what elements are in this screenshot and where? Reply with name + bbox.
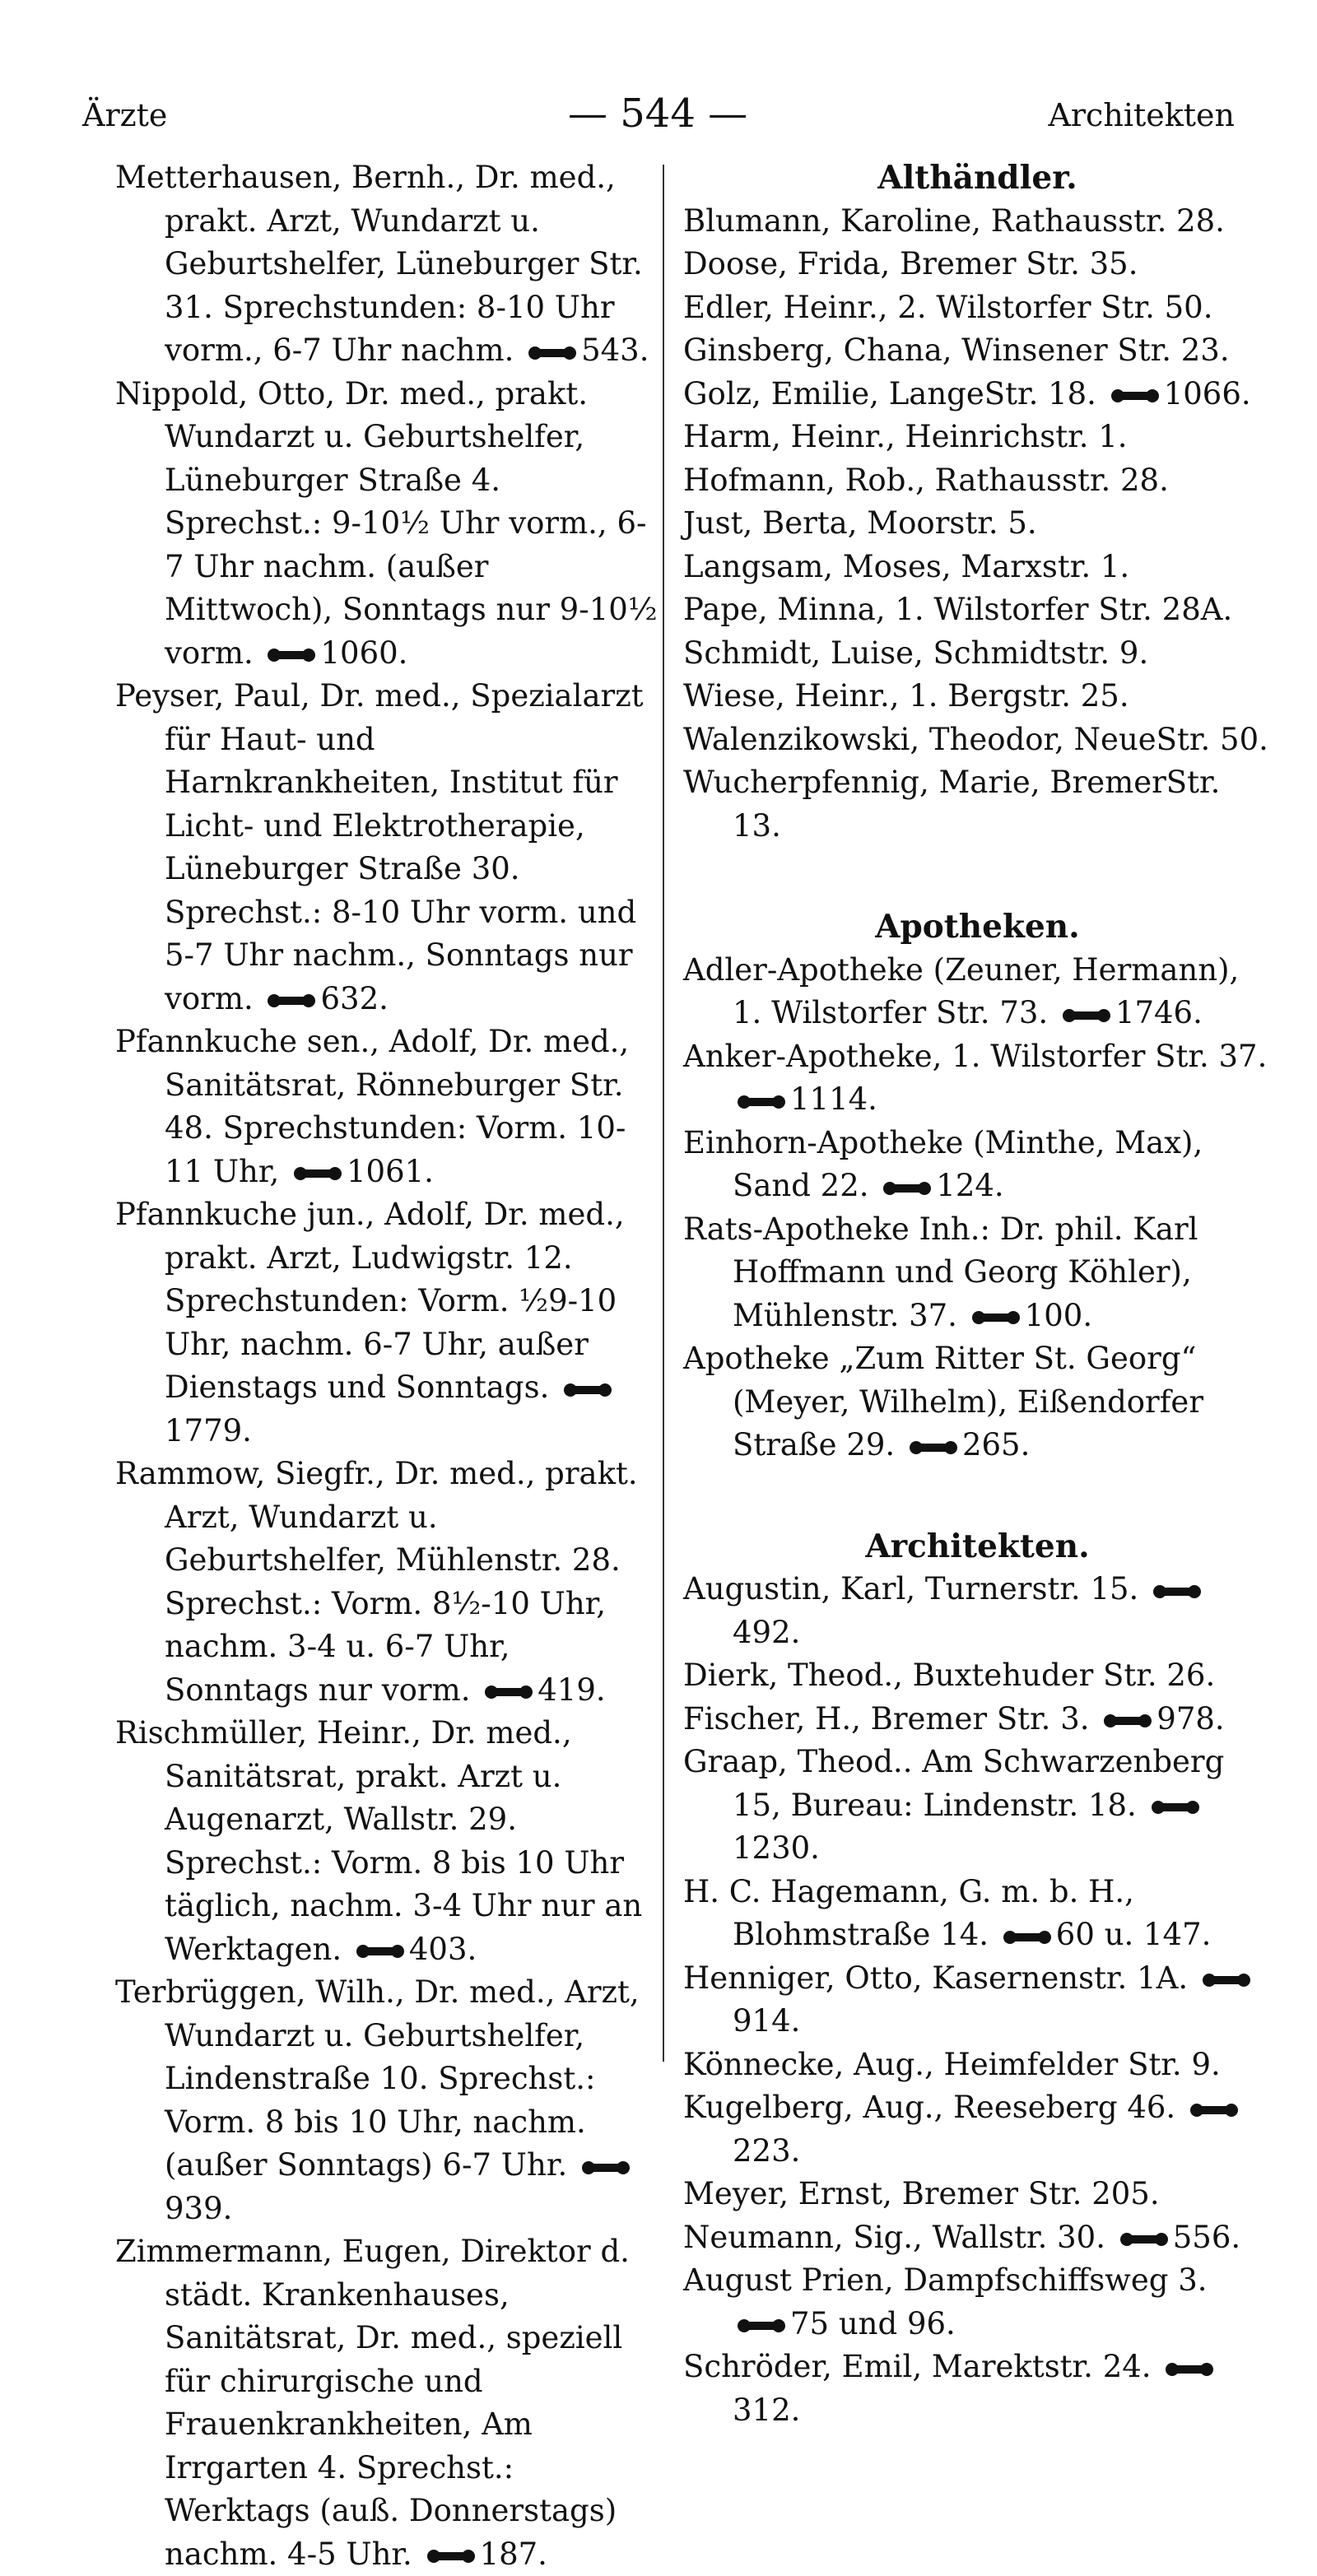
entry-text: Hofmann, Rob., Rathausstr. 28. <box>683 462 1169 498</box>
section-title: Apotheken. <box>875 908 1080 946</box>
entry-text: Adler-Apotheke (Zeuner, Hermann), 1. Wilstorfer Str. 73. <box>683 951 1240 1030</box>
telephone-icon <box>1111 388 1159 404</box>
directory-entry <box>683 761 1272 848</box>
entry-text: Rischmüller, Heinr., Dr. med., Sanitätsrat, prakt. Arzt u. Augenarzt, Wallstr. 29. Sprechst.: Vorm. 8 bis 10 Uhr täglich, nachm. 3-4 Uhr nur an Werktagen. <box>115 1715 643 1967</box>
entry-text: Edler, Heinr., 2. Wilstorfer Str. 50. <box>683 289 1213 325</box>
telephone-icon <box>1063 1007 1110 1024</box>
phone-number: 1061. <box>347 1153 434 1189</box>
entry-text: Golz, Emilie, LangeStr. 18. <box>683 375 1096 412</box>
phone-number: 492. <box>733 1614 801 1650</box>
entry-text: Schröder, Emil, Marektstr. 24. <box>683 2349 1152 2384</box>
entry-text: Nippold, Otto, Dr. med., prakt. Wundarzt u. Geburtshelfer, Lüneburger Straße 4. Sprechst.: 9-10½ Uhr vorm., 6-7 Uhr nachm. (außer Mittwoch), Sonntags nur 9-10½ vorm. <box>115 375 658 671</box>
telephone-icon <box>528 345 576 361</box>
entry-text: Doose, Frida, Bremer Str. 35. <box>683 246 1138 281</box>
directory-entry <box>683 373 1272 416</box>
phone-number: 1060. <box>320 635 408 671</box>
directory-entry <box>683 675 1272 718</box>
running-head-right: Architekten <box>1048 97 1235 133</box>
directory-entry <box>683 2173 1272 2216</box>
telephone-icon <box>268 993 315 1009</box>
directory-entry <box>683 2086 1272 2173</box>
entry-text: Langsam, Moses, Marxstr. 1. <box>683 548 1130 584</box>
entry-text: Meyer, Ernst, Bremer Str. 205. <box>683 2176 1160 2211</box>
directory-entry <box>115 1021 658 1193</box>
running-head-left: Ärzte <box>82 97 168 133</box>
telephone-icon <box>910 1439 957 1456</box>
telephone-icon <box>738 2318 785 2334</box>
telephone-icon <box>1152 1799 1199 1816</box>
telephone-icon <box>1190 2102 1238 2118</box>
entry-text: Fischer, H., Bremer Str. 3. <box>683 1700 1090 1737</box>
phone-number: 187. <box>479 2536 547 2572</box>
directory-entry <box>683 416 1272 459</box>
entry-text: Anker-Apotheke, 1. Wilstorfer Str. 37. <box>683 1038 1268 1074</box>
entry-text: Henniger, Otto, Kasernenstr. 1A. <box>683 1960 1189 1996</box>
entry-text: Pfannkuche sen., Adolf, Dr. med., Sanitätsrat, Rönneburger Str. 48. Sprechstunden: Vorm. 10-11 Uhr, <box>115 1024 630 1189</box>
entry-text: Just, Berta, Moorstr. 5. <box>683 505 1037 541</box>
entry-text: Metterhausen, Bernh., Dr. med., prakt. Arzt, Wundarzt u. Geburtshelfer, Lüneburger Str. 31. Sprechstunden: 8-10 Uhr vorm., 6-7 Uhr nachm. <box>115 160 643 368</box>
entry-text: Schmidt, Luise, Schmidtstr. 9. <box>683 635 1149 671</box>
telephone-icon <box>1003 1929 1051 1946</box>
telephone-icon <box>268 647 315 663</box>
directory-entry <box>683 2044 1272 2087</box>
phone-number: 124. <box>936 1168 1004 1203</box>
telephone-icon <box>564 1382 612 1398</box>
phone-number: 75 und 96. <box>790 2305 956 2341</box>
left-column <box>115 156 658 2576</box>
directory-entry <box>115 1712 658 1971</box>
phone-number: 265. <box>961 1427 1031 1462</box>
directory-entry <box>683 1122 1272 1208</box>
directory-entry <box>683 1568 1272 1654</box>
telephone-icon <box>1104 1713 1152 1729</box>
directory-entry <box>683 243 1272 286</box>
directory-entry <box>683 1208 1272 1338</box>
phone-number: 543. <box>581 332 649 368</box>
page-number: — 544 — <box>568 91 748 137</box>
entry-text: Zimmermann, Eugen, Direktor d. städt. Krankenhauses, Sanitätsrat, Dr. med., speziell für chirurgische und Frauenkrankheiten, Am Irrgarten 4. Sprechst.: Werktags (auß. Donnerstags) nachm. 4-5 Uhr. <box>115 2234 630 2572</box>
entry-text: Ginsberg, Chana, Winsener Str. 23. <box>683 332 1230 368</box>
phone-number: 978. <box>1156 1700 1225 1737</box>
entry-text: Wucherpfennig, Marie, BremerStr. 13. <box>683 765 1221 844</box>
section-title: Architekten. <box>865 1527 1090 1565</box>
directory-entry <box>683 2346 1272 2432</box>
entry-text: Augustin, Karl, Turnerstr. 15. <box>683 1571 1139 1607</box>
directory-entry <box>683 1035 1272 1122</box>
phone-number: 939. <box>165 2190 233 2226</box>
directory-entry <box>683 286 1272 330</box>
phone-number: 632. <box>320 980 389 1016</box>
telephone-icon <box>972 1309 1020 1326</box>
phone-number: 914. <box>733 2003 801 2039</box>
entry-text: Dierk, Theod., Buxtehuder Str. 26. <box>683 1658 1216 1693</box>
telephone-icon <box>427 2548 475 2564</box>
directory-entry <box>683 949 1272 1035</box>
entry-text: Graap, Theod.. Am Schwarzenberg 15, Bureau: Lindenstr. 18. <box>683 1744 1225 1823</box>
phone-number: 556. <box>1172 2219 1241 2255</box>
directory-entry <box>683 1957 1272 2044</box>
section-spacer <box>683 848 1272 905</box>
directory-entry <box>683 546 1272 589</box>
entry-text: Pape, Minna, 1. Wilstorfer Str. 28A. <box>683 592 1233 627</box>
telephone-icon <box>582 2160 630 2176</box>
phone-number: 1066. <box>1163 375 1251 412</box>
entry-text: Rats-Apotheke Inh.: Dr. phil. Karl Hoffmann und Georg Köhler), Mühlenstr. 37. <box>683 1211 1198 1333</box>
phone-number: 60 u. 147. <box>1055 1917 1212 1952</box>
telephone-icon <box>1120 2231 1168 2248</box>
entry-text: Peyser, Paul, Dr. med., Spezialarzt für Haut- und Harnkrankheiten, Institut für Licht- und Elektrotherapie, Lüneburger Straße 30. Sprechst.: 8-10 Uhr vorm. und 5-7 Uhr nachm., Sonntags nur vorm. <box>115 678 644 1016</box>
phone-number: 312. <box>733 2392 801 2428</box>
entry-text: Einhorn-Apotheke (Minthe, Max), Sand 22. <box>683 1124 1203 1203</box>
directory-entry <box>683 2216 1272 2260</box>
entry-text: Rammow, Siegfr., Dr. med., prakt. Arzt, Wundarzt u. Geburtshelfer, Mühlenstr. 28. Sprechst.: Vorm. 8½-10 Uhr, nachm. 3-4 u. 6-7 Uhr, Sonntags nur vorm. <box>115 1456 638 1708</box>
directory-entry <box>115 675 658 1021</box>
entry-text: Apotheke „Zum Ritter St. Georg“ (Meyer, Wilhelm), Eißendorfer Straße 29. <box>683 1341 1204 1462</box>
telephone-icon <box>485 1684 533 1700</box>
directory-entry <box>683 459 1272 503</box>
phone-number: 419. <box>538 1672 606 1708</box>
entry-text: Kugelberg, Aug., Reeseberg 46. <box>683 2090 1176 2125</box>
telephone-icon <box>738 1094 785 1110</box>
entry-text: Wiese, Heinr., 1. Bergstr. 25. <box>683 678 1129 714</box>
phone-number: 223. <box>733 2132 801 2169</box>
directory-entry <box>683 718 1272 762</box>
phone-number: 1230. <box>733 1830 820 1866</box>
phone-number: 100. <box>1024 1297 1093 1333</box>
telephone-icon <box>1203 1972 1250 1988</box>
directory-entry <box>683 1337 1272 1467</box>
directory-entry <box>683 502 1272 546</box>
entry-text: Walenzikowski, Theodor, NeueStr. 50. <box>683 721 1268 757</box>
directory-entry <box>683 1871 1272 1957</box>
section-title: Althändler. <box>877 159 1077 197</box>
telephone-icon <box>356 1943 404 1960</box>
directory-entry <box>683 588 1272 632</box>
phone-number: 1779. <box>165 1412 252 1448</box>
directory-entry <box>115 2230 658 2576</box>
entry-text: Pfannkuche jun., Adolf, Dr. med., prakt. Arzt, Ludwigstr. 12. Sprechstunden: Vorm. ½9-10 Uhr, nachm. 6-7 Uhr, außer Dienstags und Sonntags. <box>115 1197 625 1405</box>
entry-text: Blumann, Karoline, Rathausstr. 28. <box>683 202 1225 239</box>
entry-text: Neumann, Sig., Wallstr. 30. <box>683 2219 1105 2255</box>
entry-text: August Prien, Dampfschiffsweg 3. <box>683 2262 1208 2298</box>
directory-entry <box>115 1453 658 1712</box>
directory-entry <box>683 329 1272 373</box>
telephone-icon <box>883 1180 931 1197</box>
telephone-icon <box>294 1165 342 1182</box>
entry-text: H. C. Hagemann, G. m. b. H., Blohmstraße 14. <box>683 1873 1134 1952</box>
entry-text: Harm, Heinr., Heinrichstr. 1. <box>683 419 1128 454</box>
entry-text: Terbrüggen, Wilh., Dr. med., Arzt, Wundarzt u. Geburtshelfer, Lindenstraße 10. Sprechst.: Vorm. 8 bis 10 Uhr, nachm. (außer Sonntags) 6-7 Uhr. <box>115 1974 640 2183</box>
phone-number: 1746. <box>1115 995 1203 1030</box>
directory-entry <box>683 1698 1272 1741</box>
directory-entry <box>115 156 658 373</box>
directory-entry <box>683 632 1272 676</box>
directory-entry <box>683 1654 1272 1698</box>
telephone-icon <box>1166 2361 1213 2378</box>
directory-entry <box>683 2259 1272 2346</box>
column-divider <box>663 165 664 2062</box>
directory-entry <box>115 373 658 676</box>
phone-number: 403. <box>408 1931 477 1967</box>
right-column <box>683 156 1272 2432</box>
telephone-icon <box>1153 1583 1201 1600</box>
page-header <box>82 91 1235 140</box>
directory-entry <box>683 200 1272 244</box>
directory-entry <box>683 1741 1272 1871</box>
directory-entry <box>115 1971 658 2230</box>
directory-entry <box>115 1193 658 1453</box>
entry-text: Könnecke, Aug., Heimfelder Str. 9. <box>683 2046 1221 2082</box>
section-spacer <box>683 1467 1272 1525</box>
phone-number: 1114. <box>790 1081 877 1117</box>
